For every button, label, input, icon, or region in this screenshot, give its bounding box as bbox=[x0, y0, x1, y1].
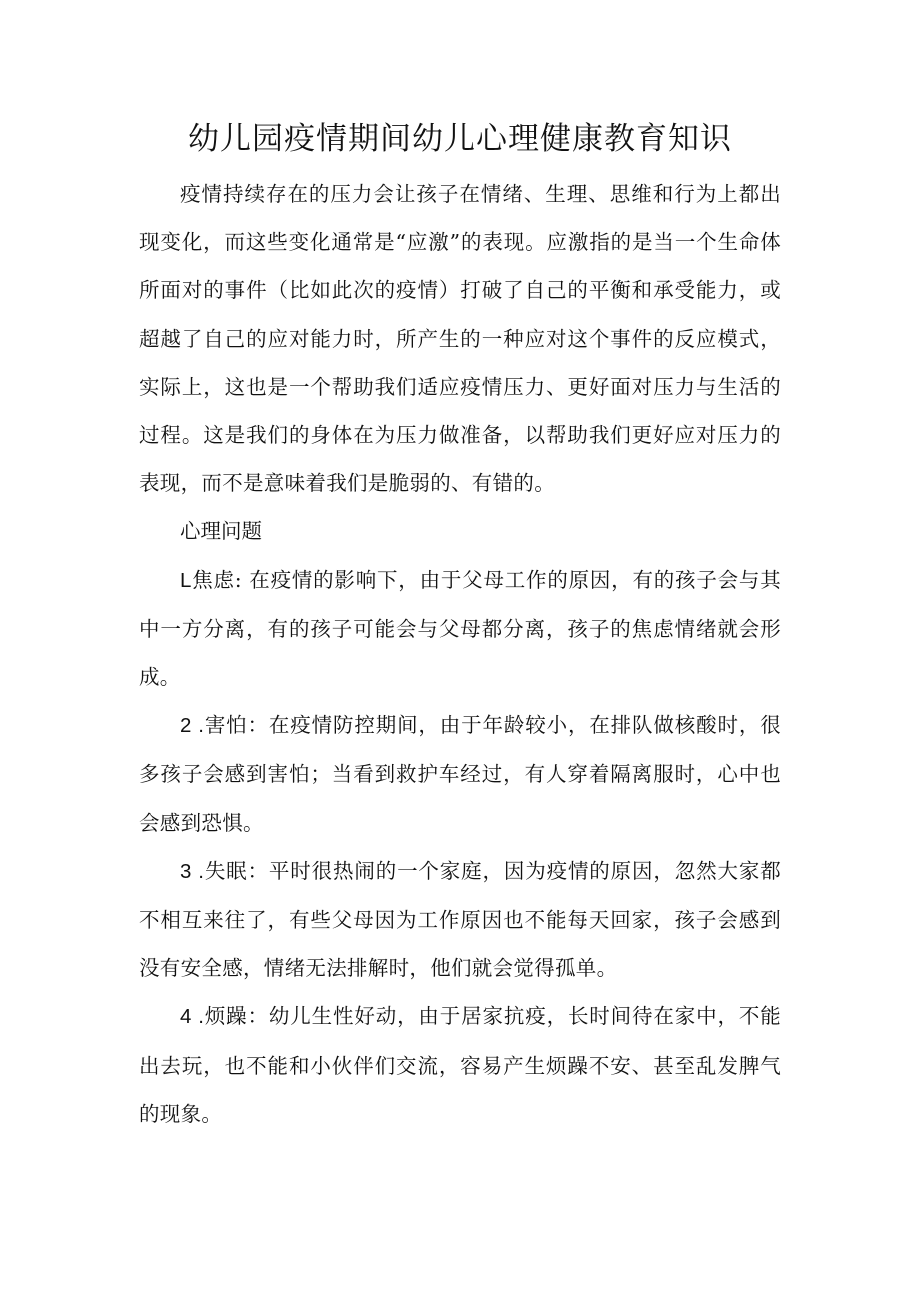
list-item-marker: 2 . bbox=[180, 714, 205, 738]
list-item-marker: 4 . bbox=[180, 1005, 205, 1029]
list-item-marker: 3 . bbox=[180, 859, 205, 883]
list-item bbox=[139, 847, 781, 993]
list-item bbox=[139, 992, 781, 1138]
list-item-text: 焦虑: 在疫情的影响下，由于父母工作的原因，有的孩子会与其中一方分离，有的孩子可能会与父母都分离，孩子的焦虑情绪就会形成。 bbox=[139, 567, 781, 690]
list-item-marker: L bbox=[180, 568, 192, 592]
document-body bbox=[139, 170, 781, 1138]
document-title: 幼儿园疫情期间幼儿心理健康教育知识 bbox=[188, 121, 732, 157]
intro-paragraph: 疫情持续存在的压力会让孩子在情绪、生理、思维和行为上都出现变化，而这些变化通常是“应激”的表现。应激指的是当一个生命体所面对的事件（比如此次的疫情）打破了自己的平衡和承受能力，或超越了自己的应对能力时，所产生的一种应对这个事件的反应模式，实际上，这也是一个帮助我们适应疫情压力、更好面对压力与生活的过程。这是我们的身体在为压力做准备，以帮助我们更好应对压力的表现，而不是意味着我们是脆弱的、有错的。 bbox=[139, 182, 781, 496]
list-item-text: 烦躁：幼儿生性好动，由于居家抗疫，长时间待在家中，不能出去玩，也不能和小伙伴们交流，容易产生烦躁不安、甚至乱发脾气的现象。 bbox=[139, 1004, 781, 1126]
list-item bbox=[139, 556, 781, 702]
list-item-text: 失眠：平时很热闹的一个家庭，因为疫情的原因，忽然大家都不相互来往了，有些父母因为工作原因也不能每天回家，孩子会感到没有安全感，情绪无法排解时，他们就会觉得孤单。 bbox=[139, 858, 781, 981]
list-item bbox=[139, 701, 781, 847]
list-item-text: 害怕：在疫情防控期间，由于年龄较小，在排队做核酸时，很多孩子会感到害怕；当看到救护车经过，有人穿着隔离服时，心中也会感到恐惧。 bbox=[139, 713, 781, 835]
section-heading: 心理问题 bbox=[180, 519, 262, 544]
